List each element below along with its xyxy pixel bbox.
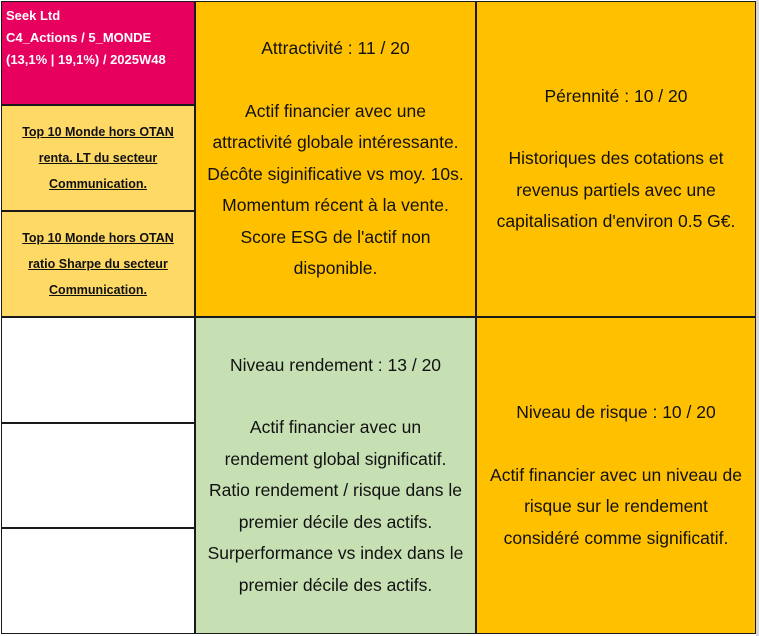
asset-header: [1, 1, 195, 105]
ranking-line: Communication.: [49, 177, 147, 191]
panel-text-line: Score ESG de l'actif non: [240, 226, 431, 247]
asset-classification: C4_Actions / 5_MONDE: [6, 30, 152, 45]
return-level-panel: [195, 317, 476, 634]
ranking-line: renta. LT du secteur: [38, 151, 158, 165]
asset-metrics: (13,1% | 19,1%) / 2025W48: [6, 52, 166, 67]
panel-text-line: Surperformance vs index dans le: [207, 543, 464, 564]
panel-text-line: premier décile des actifs.: [238, 574, 433, 595]
panel-text-line: risque sur le rendement: [524, 496, 708, 516]
ranking-sharpe-cell: [1, 211, 195, 317]
panel-text-line: Décôte siginificative vs moy. 10s.: [207, 163, 464, 184]
panel-text-line: disponible.: [293, 258, 378, 279]
risk-level-panel: [476, 317, 756, 634]
panel-text-line: Actif financier avec un niveau de: [490, 464, 742, 485]
attractiveness-score: Attractivité : 11 / 20: [261, 38, 410, 59]
attractiveness-panel: [195, 1, 476, 317]
panel-text-line: Ratio rendement / risque dans le: [209, 480, 462, 501]
sustainability-score: Pérennité : 10 / 20: [544, 85, 688, 106]
empty-cell: [1, 528, 195, 634]
ranking-return-cell: [1, 105, 195, 211]
panel-text-line: Actif financier avec un: [249, 417, 422, 438]
ranking-line: Top 10 Monde hors OTAN: [22, 125, 174, 139]
risk-level-score: Niveau de risque : 10 / 20: [516, 402, 716, 422]
sustainability-panel: [476, 1, 756, 317]
ranking-line: Top 10 Monde hors OTAN: [22, 231, 174, 245]
ranking-line: ratio Sharpe du secteur: [28, 257, 168, 271]
panel-text-line: capitalisation d'environ 0.5 G€.: [496, 211, 736, 231]
panel-text-line: Historiques des cotations et: [508, 148, 724, 168]
empty-cell: [1, 423, 195, 528]
panel-text-line: rendement global significatif.: [224, 448, 447, 469]
ranking-line: Communication.: [49, 283, 147, 297]
panel-text-line: revenus partiels avec une: [516, 179, 716, 200]
panel-text-line: attractivité globale intéressante.: [212, 132, 459, 153]
company-name: Seek Ltd: [6, 8, 61, 23]
panel-text-line: considéré comme significatif.: [503, 527, 729, 548]
panel-text-line: Momentum récent à la vente.: [222, 195, 449, 216]
panel-text-line: Actif financier avec une: [245, 100, 426, 121]
return-level-score: Niveau rendement : 13 / 20: [229, 354, 442, 375]
panel-text-line: premier décile des actifs.: [238, 511, 433, 532]
empty-cell: [1, 317, 195, 423]
